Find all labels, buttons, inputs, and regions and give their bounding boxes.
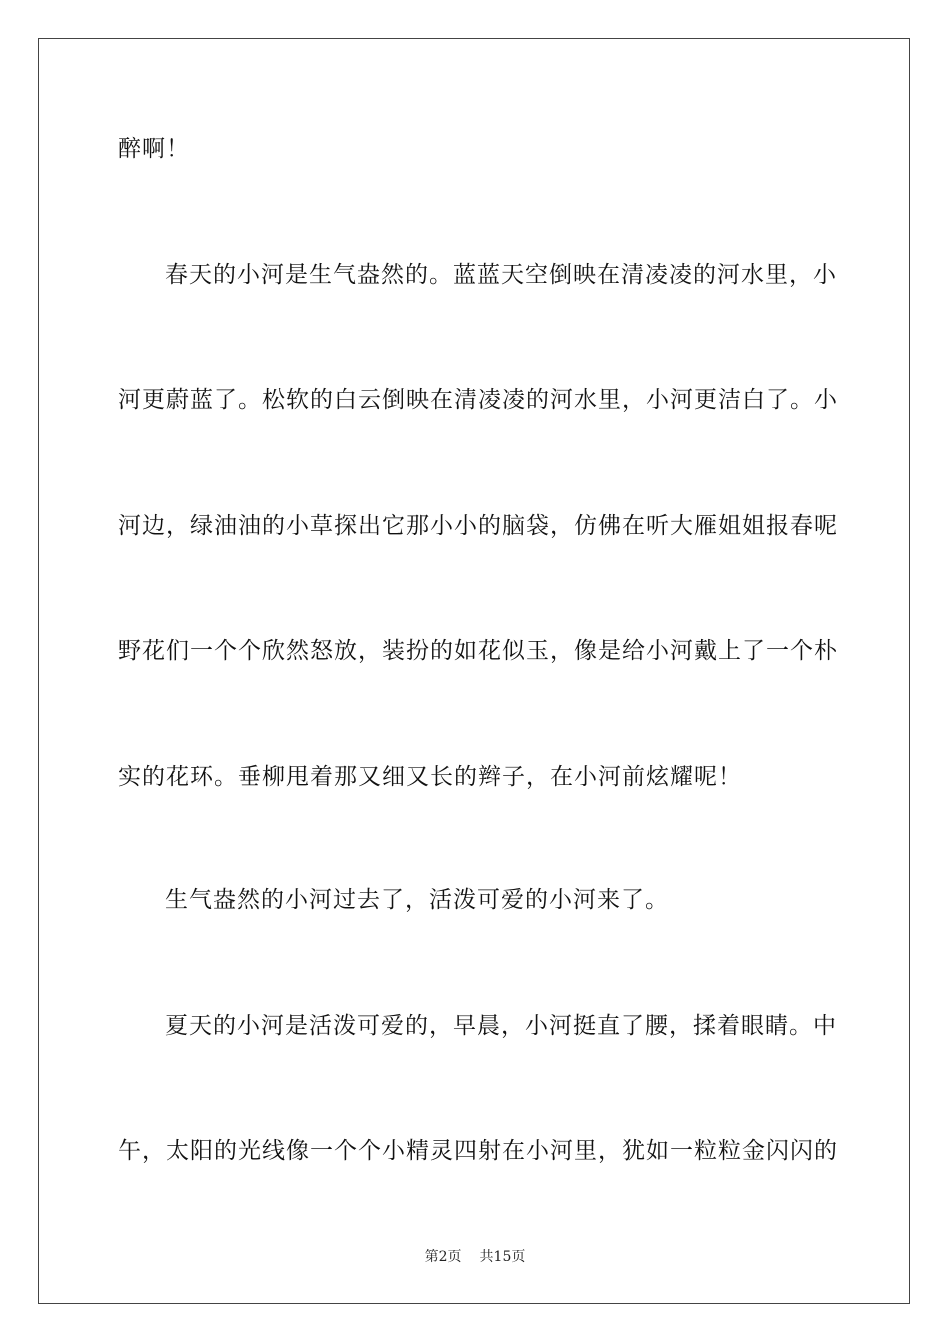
text-line: 河更蔚蓝了。松软的白云倒映在清凌凌的河水里，小河更洁白了。小 [118,387,838,413]
text-line: 夏天的小河是活泼可爱的，早晨，小河挺直了腰，揉着眼睛。中 [165,1013,837,1039]
page-number: 第2页 [424,1249,462,1265]
page-footer [0,1246,950,1266]
text-line: 醉啊！ [118,136,190,162]
text-line: 春天的小河是生气盎然的。蓝蓝天空倒映在清凌凌的河水里，小 [165,262,837,288]
text-line: 河边，绿油油的小草探出它那小小的脑袋，仿佛在听大雁姐姐报春呢 [118,513,838,539]
text-line: 野花们一个个欣然怒放，装扮的如花似玉，像是给小河戴上了一个朴 [118,638,838,664]
text-line: 午，太阳的光线像一个个小精灵四射在小河里，犹如一粒粒金闪闪的 [118,1138,838,1164]
text-line: 实的花环。垂柳甩着那又细又长的辫子，在小河前炫耀呢！ [118,764,742,790]
page-total: 共15页 [479,1249,526,1265]
text-line: 生气盎然的小河过去了，活泼可爱的小河来了。 [165,887,669,913]
page-border [38,38,910,1304]
